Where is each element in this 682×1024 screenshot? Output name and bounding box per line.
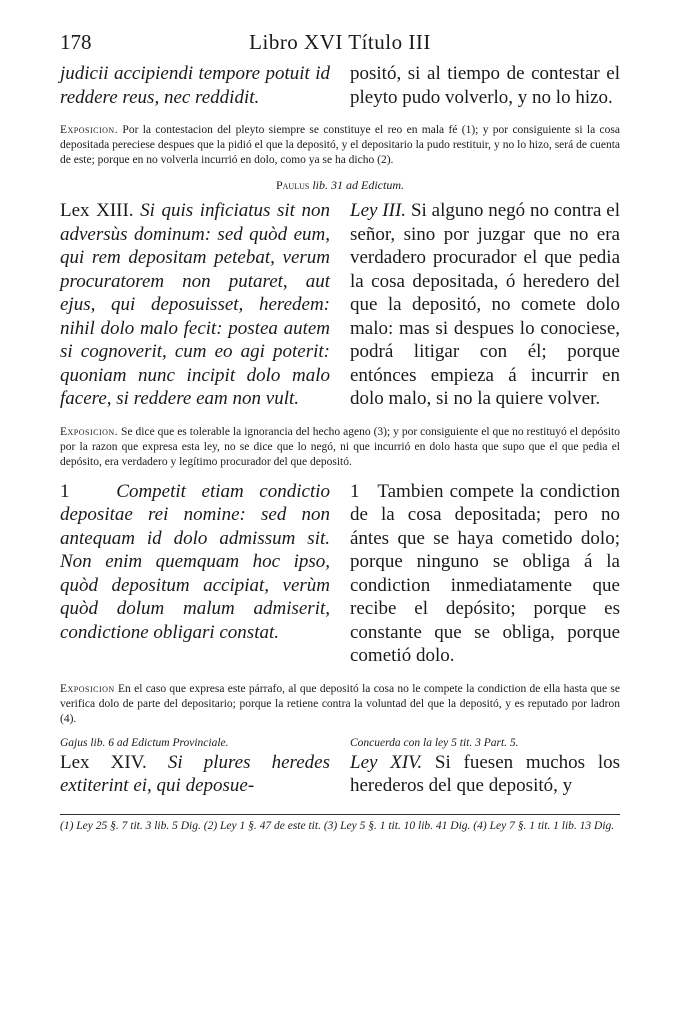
ley-heading: Ley III. bbox=[350, 200, 407, 221]
spanish-continuation: positó, si al tiempo de contestar el pleyto pudo volverlo, y no lo hizo. bbox=[350, 63, 620, 108]
top-columns bbox=[60, 62, 620, 109]
citation-row bbox=[60, 737, 620, 751]
exposicion-text: Se dice que es tolerable la ignorancia del hecho ageno (3); y por consiguiente el que no restituyó el depósito por la razon que expresa esta ley, no se dice que lo negó, ni que incurrió en dolo hasta que supo que el que pedia el depósito, era verdadero y legítimo procurador del que depositó. bbox=[60, 425, 620, 468]
source-citation bbox=[60, 178, 620, 193]
exposicion-2 bbox=[60, 425, 620, 470]
paragraph-1-latin bbox=[60, 480, 330, 668]
latin-continuation: judicii accipiendi tempore potuit id reddere reus, nec reddidit. bbox=[60, 63, 330, 108]
exposicion-label: Exposicion. bbox=[60, 425, 119, 438]
lex-heading: Lex XIV. bbox=[60, 751, 147, 773]
footnotes: (1) Ley 25 §. 7 tit. 3 lib. 5 Dig. (2) Ley 1 §. 47 de este tit. (3) Ley 5 §. 1 tit. 10 lib. 41 Dig. (4) Ley 7 §. 1 tit. 1 lib. 13 Dig. bbox=[60, 819, 615, 832]
exposicion-label: Exposicion. bbox=[60, 124, 119, 136]
exposicion-label: Exposicion bbox=[60, 682, 115, 695]
lex-xiv-columns bbox=[60, 751, 620, 798]
page-header bbox=[60, 30, 620, 60]
paragraph-number: 1 bbox=[350, 480, 360, 502]
latin-text: Si plures heredes extiterint ei, qui deposue- bbox=[60, 751, 330, 796]
lex-xiii-latin bbox=[60, 199, 330, 411]
lex-xiii-columns bbox=[60, 199, 620, 411]
paragraph-1-spanish bbox=[350, 480, 620, 668]
spanish-text: Si fuesen muchos los herederos del que depositó, y bbox=[350, 751, 621, 796]
concordance-citation: Concuerda con la ley 5 tit. 3 Part. 5. bbox=[350, 736, 519, 749]
spanish-text: Tambien compete la condiction de la cosa depositada; pero no ántes que se haya cometido dolo; porque ninguno se obliga á la condiction inmediatamente que recibe el depósito; porque es constante que se obliga, porque cometió dolo. bbox=[350, 480, 620, 666]
lex-heading: Lex XIII. bbox=[60, 200, 134, 221]
exposicion-text: Por la contestacion del pleyto siempre se constituye el reo en mala fé (1); y por consiguiente si la cosa depositada pereciese despues que la pidió el que la depositó, y el depositario la pudo restituir, y no lo hizo, será de cuenta de este; porque en no volverla incurrió en dolo, como ya se ha dicho (2). bbox=[60, 124, 620, 166]
running-title: Libro XVI Título III bbox=[249, 30, 431, 54]
page bbox=[60, 30, 620, 834]
citation-source: lib. 31 ad Edictum. bbox=[312, 178, 404, 192]
paragraph-1-columns bbox=[60, 480, 620, 668]
paragraph-number: 1 bbox=[60, 480, 70, 502]
lex-xiv-latin bbox=[60, 751, 330, 798]
ley-iii-spanish bbox=[350, 199, 620, 411]
exposicion-text: En el caso que expresa este párrafo, al que depositó la cosa no le compete la condiction de ella hasta que se verifica dolo de parte del depositario; porque la retiene contra la voluntad del que la depositó, y es reputado por ladron (4). bbox=[60, 682, 621, 725]
latin-text: Si quis inficiatus sit non adversùs dominum: sed quòd eum, qui rem depositam petebat, verum procuratorem non putaret, aut ejus, qui deposuisset, heredem: nihil dolo malo fecit: postea autem si cognoverit, cum eo agi poterit: quoniam nunc incipit dolo malo facere, si reddere eam non vult. bbox=[60, 200, 330, 409]
ley-heading: Ley XIV. bbox=[350, 751, 423, 773]
gajus-citation: Gajus lib. 6 ad Edictum Provinciale. bbox=[60, 736, 229, 749]
spanish-text: Si alguno negó no contra el señor, sino por juzgar que no era verdadero procurador el que pedia la cosa depositada, ó heredero del que la depositó, no comete dolo malo: mas si despues lo conociese, podrá litigar con él; porque entónces empieza á incurrir en dolo malo, si no la quiere volver. bbox=[350, 200, 620, 409]
footnote-rule bbox=[60, 814, 620, 815]
page-number: 178 bbox=[60, 30, 92, 54]
ley-xiv-spanish bbox=[350, 751, 620, 798]
exposicion-1 bbox=[60, 123, 620, 168]
citation-author: Paulus bbox=[275, 178, 310, 192]
exposicion-3 bbox=[60, 682, 620, 727]
latin-text: Competit etiam condictio depositae rei nomine: sed non antequam id dolo admissum sit. Non enim quemquam hoc ipso, quòd depositum accipiat, verùm quòd dolum malum admiserit, condictione obligari constat. bbox=[60, 480, 331, 643]
